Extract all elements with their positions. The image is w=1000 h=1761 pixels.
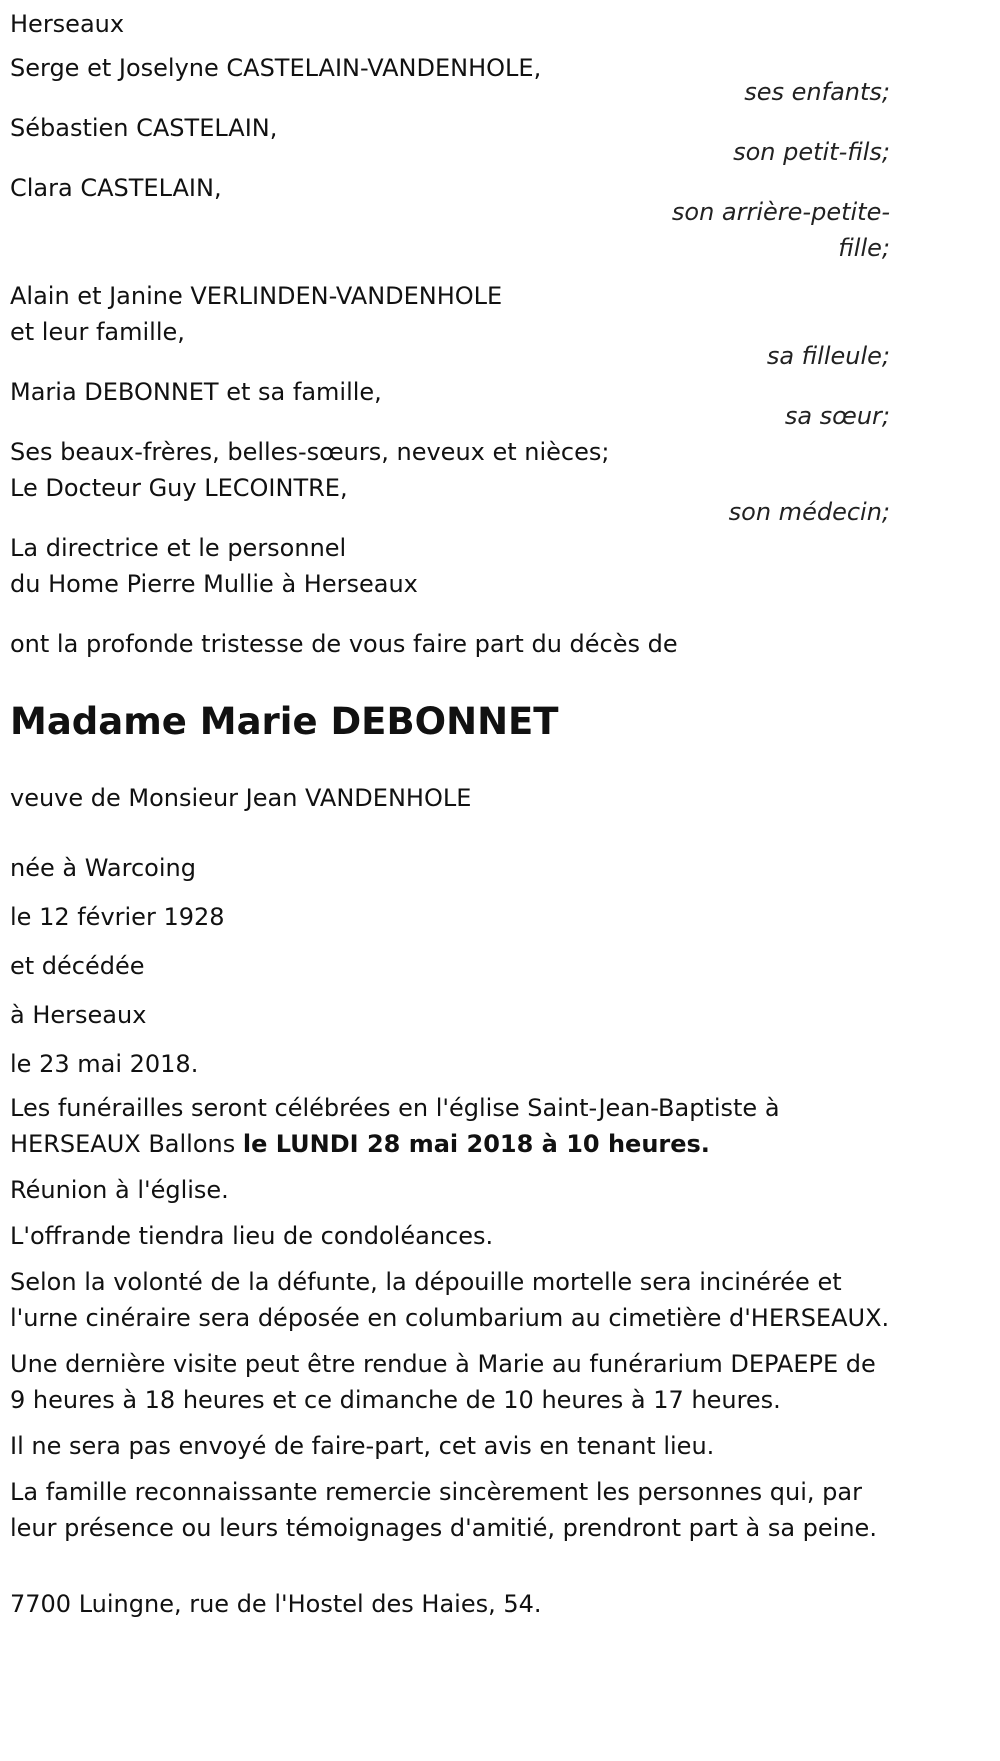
family-entry — [10, 170, 890, 266]
family-entry — [10, 530, 890, 602]
family-role: son arrière-petite-fille; — [671, 198, 890, 262]
family-entry — [10, 278, 890, 374]
family-role: son petit-fils; — [733, 138, 890, 166]
family-member-line: Clara CASTELAIN, — [10, 174, 222, 202]
bio-line: à Herseaux — [10, 1001, 147, 1029]
family-member-line: Maria DEBONNET et sa famille, — [10, 378, 382, 406]
family-member-line: et leur famille, — [10, 318, 185, 346]
family-entry — [10, 110, 890, 170]
family-member-line: La directrice et le personnel — [10, 534, 347, 562]
family-entry — [10, 434, 890, 530]
deceased-name: Madame Marie DEBONNET — [10, 700, 559, 743]
funeral-text: Les funérailles seront célébrées en l'église Saint-Jean-Baptiste à HERSEAUX Ballons — [10, 1094, 780, 1158]
announcement: La famille reconnaissante remercie sincèrement les personnes qui, par leur présence ou leurs témoignages d'amitié, prendront part à sa peine. — [10, 1478, 877, 1542]
family-member-line: Alain et Janine VERLINDEN-VANDENHOLE — [10, 282, 503, 310]
family-member-line: Ses beaux-frères, belles-sœurs, neveux et nièces; — [10, 438, 610, 466]
funeral-info — [10, 1090, 890, 1162]
announcement: Selon la volonté de la défunte, la dépouille mortelle sera incinérée et l'urne cinéraire sera déposée en columbarium au cimetière d'HERSEAUX. — [10, 1268, 890, 1332]
family-role: sa sœur; — [784, 402, 890, 430]
announcement: L'offrande tiendra lieu de condoléances. — [10, 1222, 494, 1250]
intro-text: ont la profonde tristesse de vous faire part du décès de — [10, 630, 678, 658]
family-entry — [10, 50, 890, 110]
obituary-notice — [10, 0, 890, 1622]
widow-of: veuve de Monsieur Jean VANDENHOLE — [10, 784, 472, 812]
family-role: ses enfants; — [744, 78, 890, 106]
family-role: sa filleule; — [766, 342, 890, 370]
announcement: Réunion à l'église. — [10, 1176, 229, 1204]
announcement: Une dernière visite peut être rendue à Marie au funérarium DEPAEPE de 9 heures à 18 heures et ce dimanche de 10 heures à 17 heures. — [10, 1350, 876, 1414]
address: 7700 Luingne, rue de l'Hostel des Haies, 54. — [10, 1590, 542, 1618]
announcement: Il ne sera pas envoyé de faire-part, cet avis en tenant lieu. — [10, 1432, 715, 1460]
family-entry — [10, 374, 890, 434]
announcements — [10, 1090, 890, 1546]
family-member-line: Le Docteur Guy LECOINTRE, — [10, 474, 348, 502]
bio-line: et décédée — [10, 952, 145, 980]
biography — [10, 850, 890, 1082]
funeral-date: le LUNDI 28 mai 2018 à 10 heures. — [242, 1130, 710, 1158]
bio-line: le 23 mai 2018. — [10, 1050, 199, 1078]
bio-line: le 12 février 1928 — [10, 903, 225, 931]
family-role: son médecin; — [728, 498, 890, 526]
family-member-line: Sébastien CASTELAIN, — [10, 114, 278, 142]
family-member-line: Serge et Joselyne CASTELAIN-VANDENHOLE, — [10, 54, 542, 82]
location: Herseaux — [10, 10, 125, 38]
bio-line: née à Warcoing — [10, 854, 196, 882]
family-member-line: du Home Pierre Mullie à Herseaux — [10, 570, 418, 598]
